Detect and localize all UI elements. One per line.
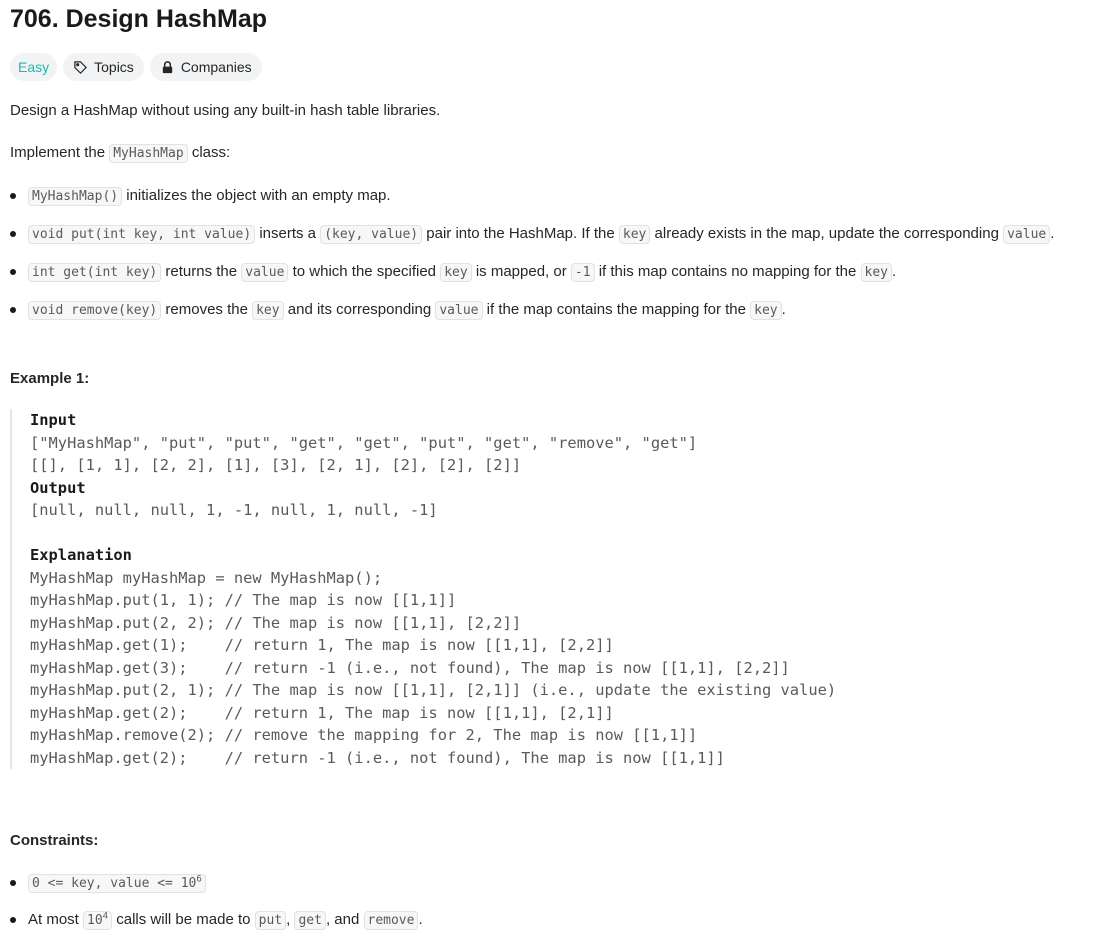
method-text: removes the — [161, 301, 253, 318]
output-label: Output — [30, 478, 86, 497]
constraint-call-count-base: 10 — [87, 913, 103, 928]
constraint-call-count — [83, 911, 112, 930]
constraint-mid: calls will be made to — [112, 911, 255, 928]
tag-icon — [73, 60, 88, 75]
description-implement — [10, 143, 1110, 164]
method-text: already exists in the map, update the corresponding — [650, 225, 1004, 242]
method-text: inserts a — [255, 225, 321, 242]
class-name-code: MyHashMap — [109, 144, 187, 163]
explanation-line-9: myHashMap.get(2); // return -1 (i.e., not found), The map is now [[1,1]] — [30, 748, 725, 767]
explanation-line-1: MyHashMap myHashMap = new MyHashMap(); — [30, 568, 383, 587]
input-label: Input — [30, 411, 77, 429]
companies-label: Companies — [180, 59, 252, 75]
difficulty-badge[interactable]: Easy — [10, 53, 57, 81]
explanation-line-3: myHashMap.put(2, 2); // The map is now [[1,1], [2,2]] — [30, 613, 522, 632]
lock-icon — [160, 60, 175, 75]
explanation-line-4: myHashMap.get(1); // return 1, The map is now [[1,1], [2,2]] — [30, 636, 614, 654]
constraint-put-code: put — [255, 911, 286, 930]
method-item — [10, 223, 1110, 246]
example-block — [10, 409, 1110, 769]
method-text: if this map contains no mapping for the — [594, 263, 861, 280]
method-code: key — [440, 263, 471, 282]
method-text: if the map contains the mapping for the — [482, 301, 751, 318]
method-text: . — [892, 263, 897, 280]
constraint-key-range-exp: 6 — [196, 874, 202, 885]
method-text: and its corresponding — [283, 301, 436, 318]
implement-suffix: class: — [187, 144, 231, 161]
topics-tag[interactable] — [63, 53, 144, 81]
method-code: void remove(key) — [28, 301, 161, 320]
problem-title: 706. Design HashMap — [10, 5, 268, 33]
constraint-prefix: At most — [28, 911, 84, 928]
constraints-list — [10, 872, 1110, 932]
method-item — [10, 185, 1110, 208]
method-code: key — [861, 263, 892, 282]
input-line-2: [[], [1, 1], [2, 2], [1], [3], [2, 1], [2], [2], [2]] — [30, 456, 522, 474]
constraints-title: Constraints: — [10, 832, 99, 849]
constraint-item — [10, 872, 1110, 895]
method-item — [10, 299, 1110, 322]
implement-prefix: Implement the — [10, 144, 110, 161]
constraint-call-count-exp: 4 — [102, 911, 109, 922]
method-text: pair into the HashMap. If the — [422, 225, 619, 242]
method-text: . — [781, 301, 786, 318]
method-code: key — [619, 225, 650, 244]
constraint-key-range — [28, 874, 206, 893]
method-code: value — [435, 301, 482, 320]
explanation-line-6: myHashMap.put(2, 1); // The map is now [[1,1], [2,1]] (i.e., update the existing value) — [30, 681, 837, 699]
constraint-key-range-base: 0 <= key, value <= 10 — [32, 876, 197, 891]
methods-list — [10, 185, 1110, 322]
constraint-get-code: get — [294, 911, 325, 930]
explanation-line-7: myHashMap.get(2); // return 1, The map is now [[1,1], [2,1]] — [30, 703, 614, 722]
method-text: is mapped, or — [471, 263, 571, 280]
method-code: value — [241, 263, 288, 282]
method-code: value — [1003, 225, 1050, 244]
method-text: returns the — [161, 263, 242, 280]
tag-row — [10, 53, 1110, 81]
description-intro: Design a HashMap without using any built-in hash table libraries. — [10, 102, 441, 119]
constraint-item — [10, 909, 1110, 932]
method-code: key — [750, 301, 781, 320]
method-code: (key, value) — [320, 225, 422, 244]
method-code: void put(int key, int value) — [28, 225, 255, 244]
topics-label: Topics — [94, 59, 134, 75]
input-line-1: ["MyHashMap", "put", "put", "get", "get", "put", "get", "remove", "get"] — [30, 433, 698, 452]
example-title: Example 1: — [10, 370, 90, 387]
method-code: -1 — [571, 263, 595, 282]
constraint-remove-code: remove — [364, 911, 419, 930]
method-code: MyHashMap() — [28, 187, 122, 206]
explanation-line-2: myHashMap.put(1, 1); // The map is now [[1,1]] — [30, 591, 457, 609]
method-code: int get(int key) — [28, 263, 161, 282]
method-item — [10, 261, 1110, 284]
constraint-sep: , and — [325, 911, 364, 928]
explanation-line-8: myHashMap.remove(2); // remove the mapping for 2, The map is now [[1,1]] — [30, 726, 698, 744]
output-line: [null, null, null, 1, -1, null, 1, null, -1] — [30, 501, 438, 519]
constraint-sep: , — [286, 911, 295, 928]
explanation-label: Explanation — [30, 546, 132, 564]
method-text: initializes the object with an empty map. — [122, 187, 391, 204]
method-text: . — [1050, 225, 1055, 242]
constraint-end: . — [418, 911, 423, 928]
explanation-line-5: myHashMap.get(3); // return -1 (i.e., not found), The map is now [[1,1], [2,2]] — [30, 658, 790, 677]
method-code: key — [252, 301, 283, 320]
companies-tag[interactable] — [150, 53, 262, 81]
method-text: to which the specified — [288, 263, 441, 280]
